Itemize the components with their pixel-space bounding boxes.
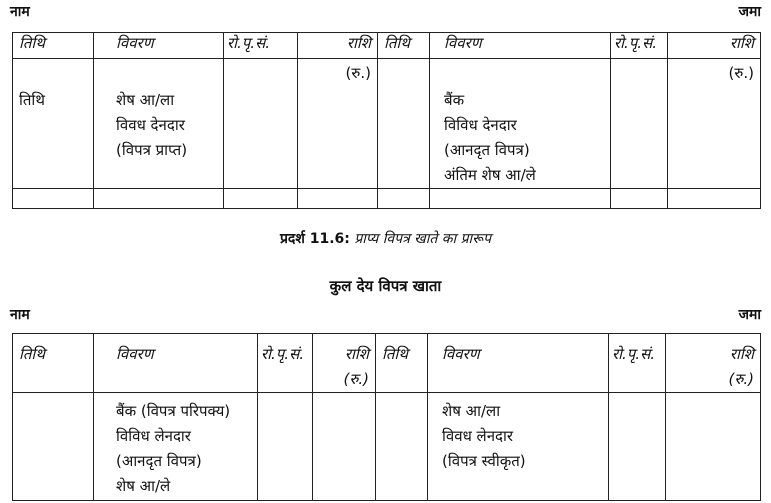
col-jf: रो.पृ.सं. (261, 345, 304, 363)
body-row (13, 393, 761, 501)
body-row (13, 59, 761, 189)
col-date: तिथि (13, 33, 94, 59)
col-date: तिथि (382, 345, 408, 363)
particulars-line: (आनदृत विपत्र) (116, 452, 202, 470)
total-row (13, 189, 761, 209)
amount-unit: (रु.) (345, 64, 371, 82)
particulars-line: बैंक (444, 91, 465, 109)
header-row (13, 33, 761, 59)
amount-unit: (रु.) (728, 370, 754, 388)
col-particulars: विवरण (442, 345, 480, 363)
credit-label: जमा (738, 4, 761, 20)
col-particulars: विवरण (116, 345, 154, 363)
exhibit-text: प्राप्य विपत्र खाते का प्रारूप (354, 231, 492, 247)
particulars-line: शेष आ/ला (116, 91, 175, 109)
debit-label: नाम (10, 4, 30, 20)
particulars-line: अंतिम शेष आ/ले (444, 166, 536, 184)
bills-payable-table (12, 333, 761, 501)
col-amount: राशि (344, 345, 369, 363)
debit-label: नाम (10, 307, 30, 323)
col-date: तिथि (378, 33, 430, 59)
date-cell: तिथि (19, 91, 45, 109)
col-jf: रो.पृ.सं. (612, 345, 655, 363)
header-row (13, 334, 761, 393)
particulars-line: विविध देनदार (444, 116, 517, 134)
particulars-line: शेष आ/ला (442, 402, 501, 420)
col-particulars: विवरण (430, 33, 611, 59)
particulars-line: विविध लेनदार (116, 427, 191, 445)
particulars-line: शेष आ/ले (116, 477, 171, 495)
amount-unit: (रु.) (343, 370, 369, 388)
amount-unit: (रु.) (728, 64, 754, 82)
particulars-line: (विपत्र स्वीकृत) (442, 452, 526, 470)
exhibit-number: प्रदर्श 11.6: (279, 231, 350, 247)
particulars-line: (आनदृत विपत्र) (444, 141, 530, 159)
credit-label: जमा (738, 307, 761, 323)
col-amount: राशि (729, 345, 754, 363)
col-amount: राशि (298, 33, 378, 59)
particulars-line: विवध लेनदार (442, 427, 514, 445)
particulars-line: (विपत्र प्राप्त) (116, 141, 188, 159)
account-title: कुल देय विपत्र खाता (329, 277, 442, 295)
exhibit-caption (0, 229, 771, 248)
col-jf: रो.पृ.सं. (224, 33, 298, 59)
col-amount: राशि (668, 33, 761, 59)
col-jf: रो.पृ.सं. (611, 33, 668, 59)
col-date: तिथि (19, 345, 45, 363)
col-particulars: विवरण (94, 33, 224, 59)
particulars-line: विवध देनदार (116, 116, 185, 134)
bills-receivable-table (12, 32, 761, 209)
particulars-line: बैंक (विपत्र परिपक्य) (116, 402, 231, 420)
